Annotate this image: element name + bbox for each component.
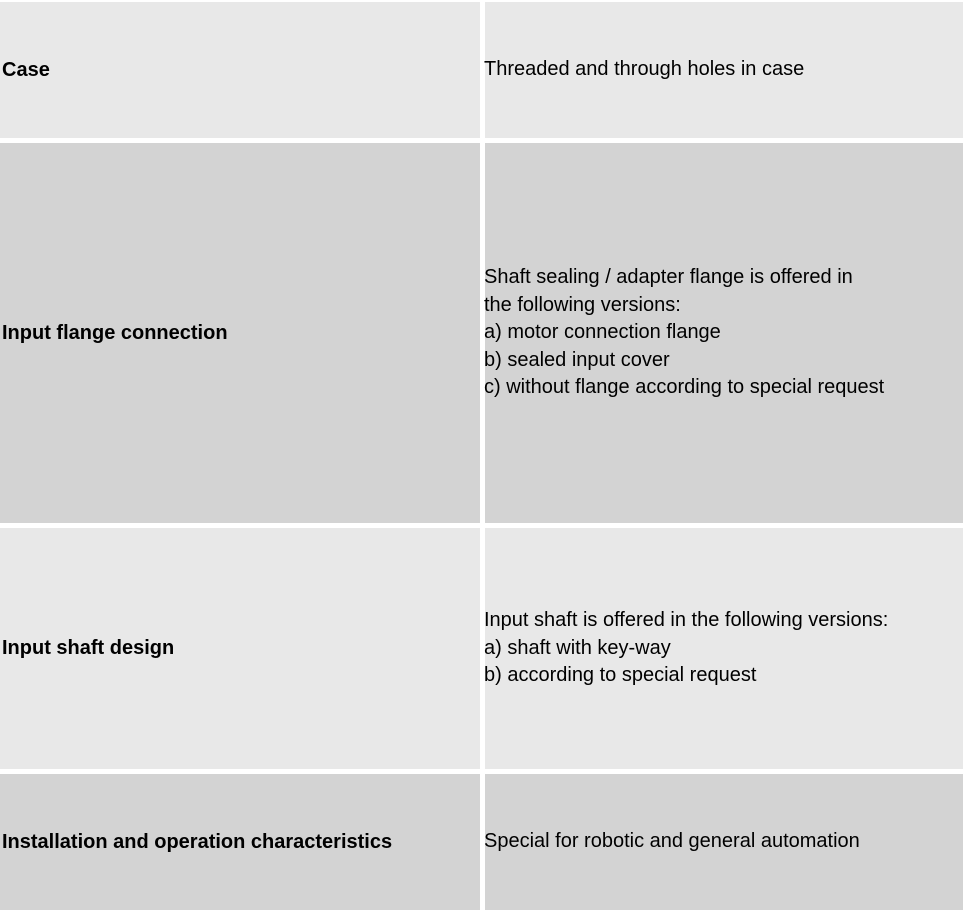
row-value-line: b) sealed input cover <box>484 348 670 371</box>
row-label <box>0 143 480 523</box>
row-value <box>485 528 963 769</box>
row-value-line: Input shaft is offered in the following versions: <box>484 609 889 632</box>
row-label <box>0 774 480 910</box>
row-label <box>0 2 480 138</box>
row-value-line: a) motor connection flange <box>484 321 721 344</box>
table-row-input-shaft-design <box>0 528 966 769</box>
row-label <box>0 528 480 769</box>
row-label-text: Input shaft design <box>2 637 175 659</box>
row-value <box>485 774 963 910</box>
row-label-text: Installation and operation characteristics <box>2 830 393 853</box>
row-value-line: Shaft sealing / adapter flange is offered in <box>484 266 853 289</box>
row-value-line: Special for robotic and general automation <box>484 830 860 853</box>
table-row-input-flange-connection <box>0 143 966 523</box>
row-value-line: the following versions: <box>484 293 681 316</box>
row-label-text: Case <box>2 58 50 81</box>
row-value <box>485 2 963 138</box>
row-value-line: b) according to special request <box>484 664 757 687</box>
row-label-text: Input flange connection <box>2 321 228 344</box>
table-row-installation-characteristics <box>0 774 966 910</box>
row-value-line: a) shaft with key-way <box>484 636 671 659</box>
row-value-line: Threaded and through holes in case <box>484 58 805 81</box>
row-value-line: c) without flange according to special request <box>484 376 885 399</box>
table-row-case <box>0 2 966 138</box>
row-value <box>485 143 963 523</box>
